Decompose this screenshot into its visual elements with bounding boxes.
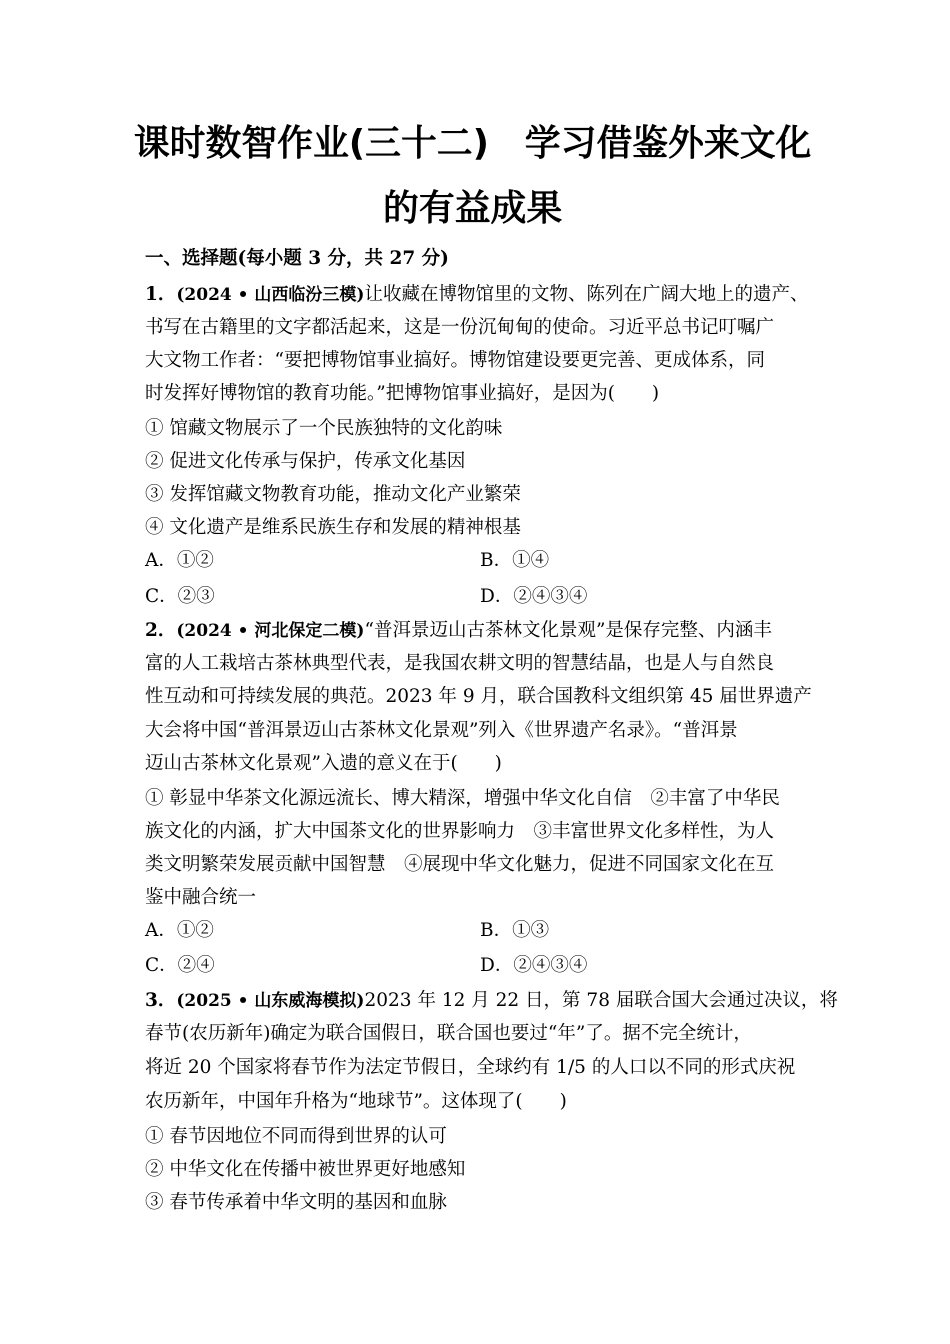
question-1-item-1: ① 馆藏文物展示了一个民族独特的文化韵味: [145, 418, 503, 439]
question-2-items-line-1: ① 彰显中华茶文化源远流长、博大精深，增强中华文化自信 ②丰富了中华民: [145, 788, 780, 809]
question-2-line-1: [145, 618, 772, 644]
question-2-option-b: B．①③: [480, 920, 550, 941]
question-1-option-d: D．②④③④: [480, 586, 588, 607]
question-2-option-d: D．②④③④: [480, 955, 588, 976]
question-1-line-2: 书写在古籍里的文字都活起来，这是一份沉甸甸的使命。习近平总书记叮嘱广: [145, 317, 775, 338]
question-2-line-3: 性互动和可持续发展的典范。2023 年 9 月，联合国教科文组织第 45 届世界遗产: [145, 686, 812, 707]
question-3-source: (2025 • 山东威海模拟): [176, 991, 365, 1011]
question-3-item-2: ② 中华文化在传播中被世界更好地感知: [145, 1159, 466, 1180]
question-1-item-4: ④ 文化遗产是维系民族生存和发展的精神根基: [145, 517, 521, 538]
question-3-line-1: [145, 988, 838, 1014]
question-2-line-5: 迈山古茶林文化景观”入遗的意义在于( ): [145, 753, 502, 774]
question-2-line-4: 大会将中国“普洱景迈山古茶林文化景观”列入《世界遗产名录》。“普洱景: [145, 720, 738, 741]
question-1-line-4: 时发挥好博物馆的教育功能。”把博物馆事业搞好，是因为( ): [145, 383, 660, 404]
question-2-items-line-4: 鉴中融合统一: [145, 887, 257, 908]
question-1-option-b: B．①④: [480, 550, 550, 571]
question-1-number: 1．: [145, 284, 177, 305]
question-3-item-1: ① 春节因地位不同而得到世界的认可: [145, 1126, 447, 1147]
question-2-items-line-2: 族文化的内涵，扩大中国茶文化的世界影响力 ③丰富世界文化多样性，为人: [145, 821, 775, 842]
question-1-option-a: A．①②: [145, 550, 214, 571]
question-2-number: 2．: [145, 620, 177, 641]
question-3-line-4: 农历新年，中国年升格为“地球节”。这体现了( ): [145, 1091, 567, 1112]
question-1-text: 让收藏在博物馆里的文物、陈列在广阔大地上的遗产、: [364, 284, 809, 305]
page-title-line-2: 的有益成果: [383, 188, 563, 229]
question-1-option-c: C．②③: [145, 586, 215, 607]
question-2-option-a: A．①②: [145, 920, 214, 941]
question-2-source: (2024 • 河北保定二模): [176, 621, 365, 641]
question-3-line-3: 将近 20 个国家将春节作为法定节假日，全球约有 1/5 的人口以不同的形式庆祝: [145, 1057, 796, 1078]
question-3-text: 2023 年 12 月 22 日，第 78 届联合国大会通过决议，将: [364, 990, 838, 1011]
question-2-line-2: 富的人工栽培古茶林典型代表，是我国农耕文明的智慧结晶，也是人与自然良: [145, 653, 775, 674]
question-1-item-3: ③ 发挥馆藏文物教育功能，推动文化产业繁荣: [145, 484, 521, 505]
question-1-line-3: 大文物工作者：“要把博物馆事业搞好。博物馆建设要更完善、更成体系，同: [145, 350, 765, 371]
question-2-option-c: C．②④: [145, 955, 215, 976]
question-2-text: “普洱景迈山古茶林文化景观”是保存完整、内涵丰: [364, 620, 772, 641]
section-heading: 一、选择题(每小题 3 分，共 27 分): [145, 248, 449, 269]
question-3-item-3: ③ 春节传承着中华文明的基因和血脉: [145, 1192, 447, 1213]
question-2-items-line-3: 类文明繁荣发展贡献中国智慧 ④展现中华文化魅力，促进不同国家文化在互: [145, 854, 775, 875]
page-title-line-1: 课时数智作业(三十二) 学习借鉴外来文化: [133, 123, 812, 164]
question-1-item-2: ② 促进文化传承与保护，传承文化基因: [145, 451, 466, 472]
question-3-line-2: 春节(农历新年)确定为联合国假日，联合国也要过“年”了。据不完全统计，: [145, 1023, 752, 1044]
question-1-line-1: [145, 282, 809, 308]
question-3-number: 3．: [145, 990, 177, 1011]
question-1-source: (2024 • 山西临汾三模): [176, 285, 365, 305]
